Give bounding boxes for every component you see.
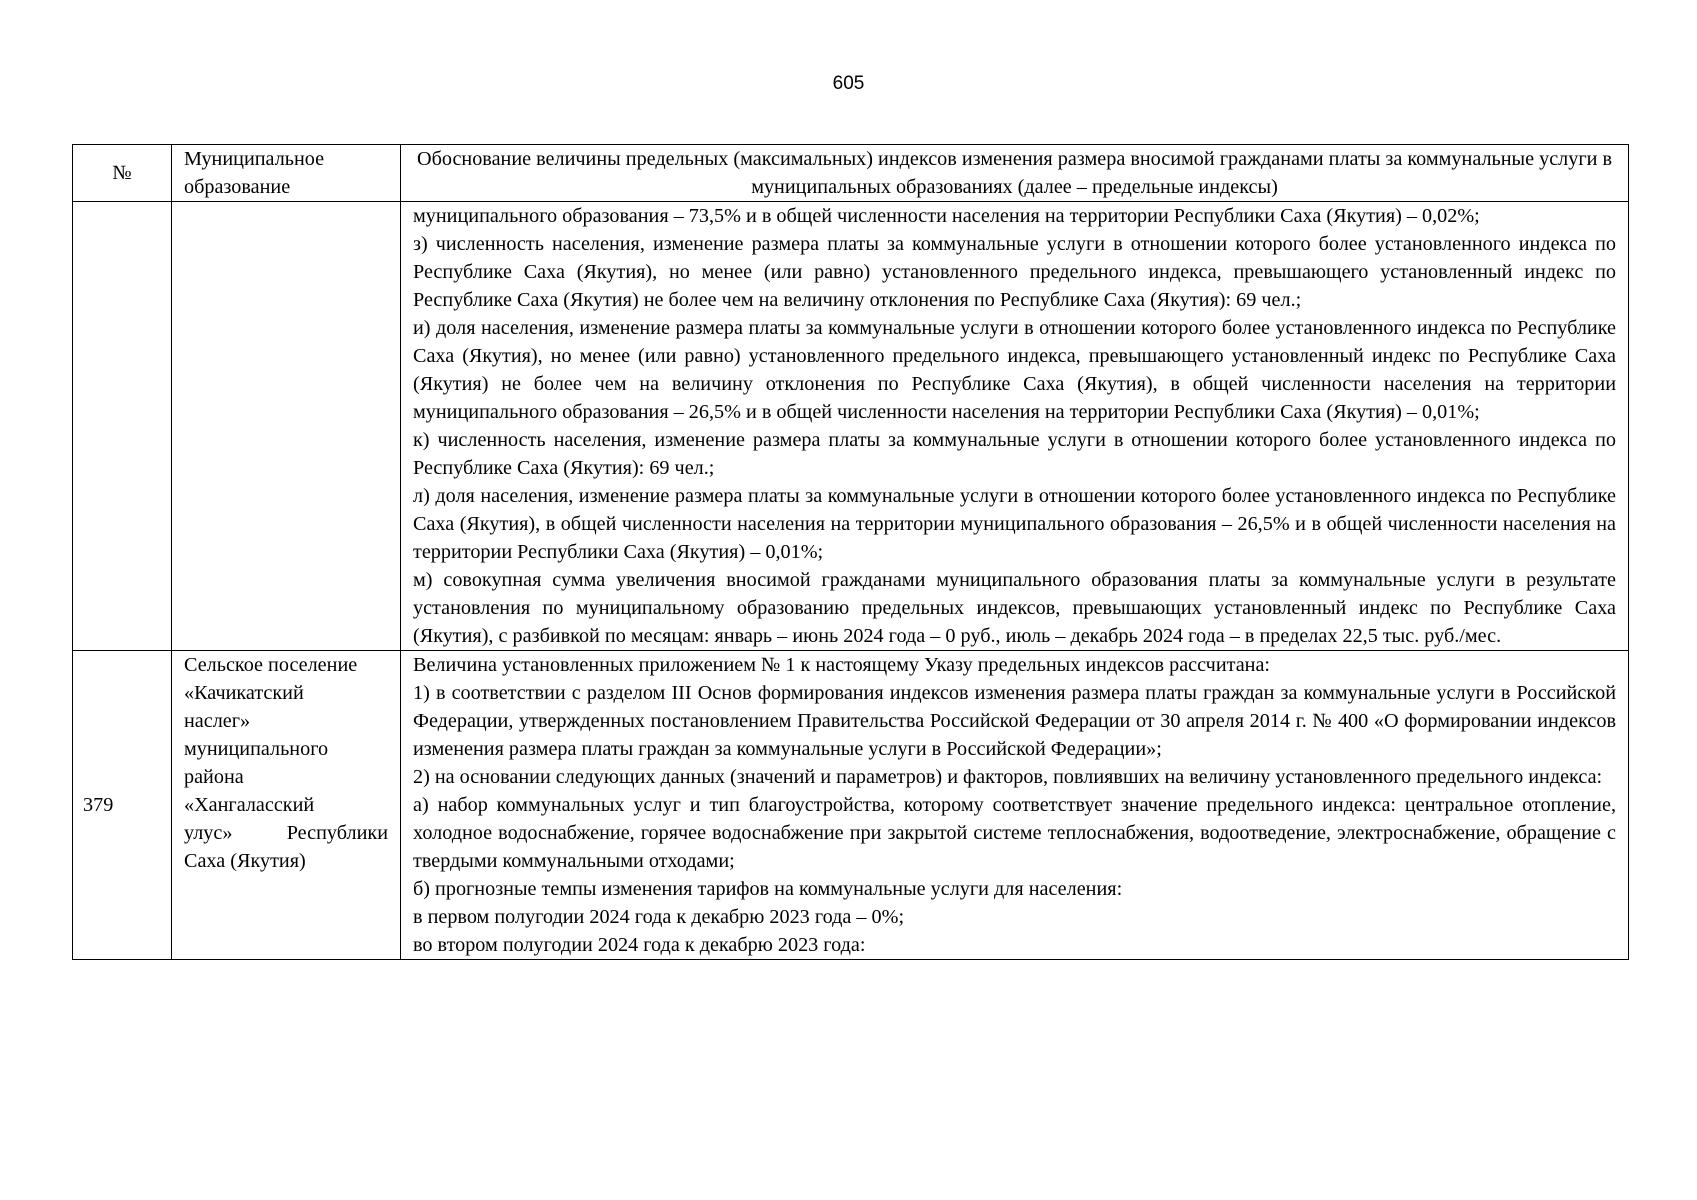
table-header-row — [73, 145, 1629, 202]
municipality-cell — [172, 202, 401, 651]
row-number-cell: 379 — [73, 651, 172, 960]
paragraph: м) совокупная сумма увеличения вносимой гражданами муниципального образования платы за коммунальные услуги в результате установления по муниципальному образованию предельных индексов, превышающих установленный индекс по Республике Саха (Якутия), с разбивкой по месяцам: январь – июнь 2024 года – 0 руб., июль – декабрь 2024 года – в пределах 22,5 тыс. руб./мес. — [413, 569, 1616, 647]
paragraph: к) численность населения, изменение размера платы за коммунальные услуги в отношении которого более установленного индекса по Республике Саха (Якутия): 69 чел.; — [413, 429, 1616, 479]
municipality-line: района — [184, 766, 244, 788]
paragraph: в первом полугодии 2024 года к декабрю 2023 года – 0%; — [413, 906, 905, 928]
paragraph: б) прогнозные темпы изменения тарифов на коммунальные услуги для населения: — [413, 878, 1123, 900]
paragraph: муниципального образования – 73,5% и в общей численности населения на территории Республики Саха (Якутия) – 0,02%; — [413, 205, 1480, 227]
paragraph: з) численность населения, изменение размера платы за коммунальные услуги в отношении которого более установленного индекса по Республике Саха (Якутия), но менее (или равно) установленного предельного индекса, превышающего установленный индекс по Республике Саха (Якутия) не более чем на величину отклонения по Республике Саха (Якутия): 69 чел.; — [413, 233, 1616, 311]
paragraph: а) набор коммунальных услуг и тип благоустройства, которому соответствует значение предельного индекса: центральное отопление, холодное водоснабжение, горячее водоснабжение при закрытой системе теплоснабжения, водоотведение, электроснабжение, обращение с твердыми коммунальными отходами; — [413, 794, 1616, 872]
paragraph: 1) в соответствии с разделом III Основ формирования индексов изменения размера платы граждан за коммунальные услуги в Российской Федерации, утвержденных постановлением Правительства Российской Федерации от 30 апреля 2014 г. № 400 «О формировании индексов изменения размера платы граждан за коммунальные услуги в Российской Федерации»; — [413, 682, 1616, 760]
header-municipality: Муниципальное образование — [172, 145, 401, 202]
row-number-cell — [73, 202, 172, 651]
municipality-line: «Качикатский — [184, 682, 304, 704]
paragraph: л) доля населения, изменение размера платы за коммунальные услуги в отношении которого более установленного индекса по Республике Саха (Якутия), в общей численности населения на территории муниципального образования – 26,5% и в общей численности населения на территории Республики Саха (Якутия) – 0,01%; — [413, 485, 1616, 563]
table-row — [73, 651, 1629, 960]
municipality-line: Сельское поселение — [184, 654, 358, 676]
page-number: 605 — [832, 73, 865, 94]
municipality-cell — [172, 651, 401, 960]
municipality-line: муниципального — [184, 738, 329, 760]
paragraph: 2) на основании следующих данных (значений и параметров) и факторов, повлиявших на величину установленного предельного индекса: — [413, 766, 1603, 788]
paragraph: и) доля населения, изменение размера платы за коммунальные услуги в отношении которого более установленного индекса по Республике Саха (Якутия), но менее (или равно) установленного предельного индекса, превышающего установленный индекс по Республике Саха (Якутия) не более чем на величину отклонения по Республике Саха (Якутия), в общей численности населения на территории муниципального образования – 26,5% и в общей численности населения на территории Республики Саха (Якутия) – 0,01%; — [413, 317, 1616, 423]
paragraph: во втором полугодии 2024 года к декабрю 2023 года: — [413, 934, 866, 956]
justification-table — [72, 144, 1629, 960]
municipality-line: «Хангаласский — [184, 794, 315, 816]
header-justification: Обоснование величины предельных (максимальных) индексов изменения размера вносимой гражданами платы за коммунальные услуги в муниципальных образованиях (далее – предельные индексы) — [401, 145, 1629, 202]
header-number: № — [73, 145, 172, 202]
municipality-line: улус» Республики — [184, 822, 388, 844]
municipality-line: наслег» — [184, 710, 251, 732]
table-row — [73, 202, 1629, 651]
municipality-line: Саха (Якутия) — [184, 850, 306, 872]
justification-cell — [401, 202, 1629, 651]
paragraph: Величина установленных приложением № 1 к настоящему Указу предельных индексов рассчитана: — [413, 654, 1271, 676]
justification-cell — [401, 651, 1629, 960]
